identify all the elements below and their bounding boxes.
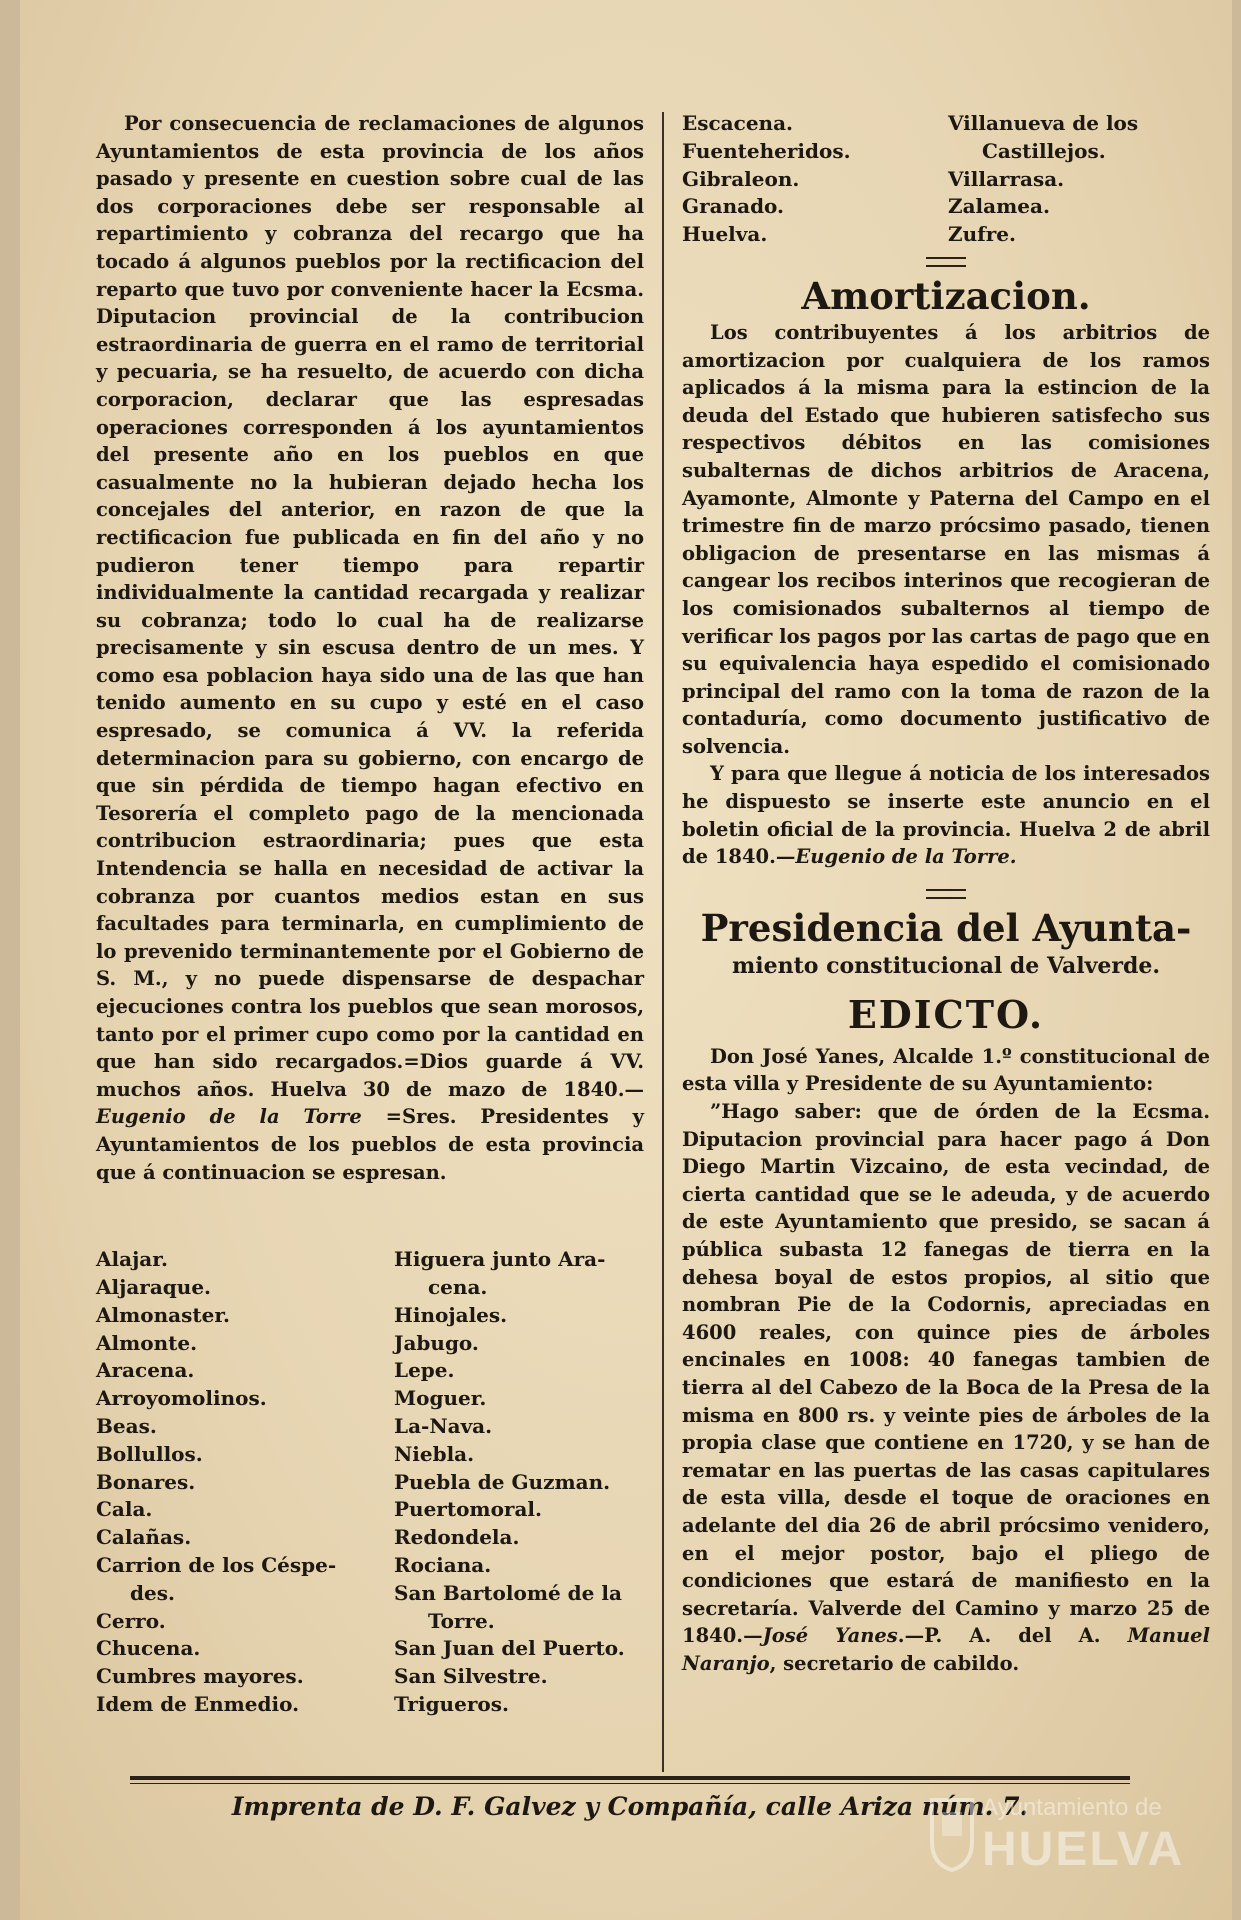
watermark-text-2: HUELVA [982,1823,1185,1876]
circular-paragraph: Por consecuencia de reclamaciones de algunos Ayuntamientos de esta provincia de los años pasado y presente en cuestion sobre cual de las dos corporaciones debe ser responsable al repartimiento y cobranza del recargo que ha tocado á algunos pueblos por la rectificacion del reparto que tuvo por conveniente hacer la Ecsma. Diputacion provincial de la contribucion estraordinaria de guerra en el ramo de territorial y pecuaria, se ha resuelto, de acuerdo con dicha corporacion, declarar que las espresadas operaciones corresponden á los ayuntamientos del presente año en los pueblos en que casualmente no la hubieran dejado hecha los concejales del anterior, en razon de que la rectificacion fue publicada en fin del año y no pudieron tener tiempo para repartir individualmente la cantidad recargada y realizar su cobranza; todo lo cual ha de realizarse precisamente y sin escusa dentro de un mes. Y como esa poblacion haya sido una de las que han tenido aumento en su cupo y esté en el caso espresado, se comunica á VV. la referida determinacion para su gobierno, con encargo de que sin pérdida de tiempo hagan efectivo en Tesorería el completo pago de la mencionada contribucion estraordinaria; pues que esta Intendencia se halla en necesidad de activar la cobranza por cuantos medios estan en sus facultades para terminarla, en cumplimiento de lo prevenido terminantemente por el Gobierno de S. M., y no puede dispensarse de despachar ejecuciones contra los pueblos que sean morosos, tanto por el primer cupo como por la cantidad en que han sido recargados.=Dios guarde á VV. muchos años. Huelva 30 de mazo de 1840.—Eugenio de la Torre =Sres. Presidentes y Ayuntamientos de los pueblos de esta provincia que á continuacion se espresan. [96,112,645,1184]
town-name: Niebla. [394,1441,475,1466]
town-name: Lepe. [394,1358,455,1383]
town-name: Huelva. [682,222,768,247]
town-name: San Bartolomé de la [394,1580,622,1605]
right-column [682,110,1210,1678]
towns-column-1 [96,1246,388,1719]
town-name: Aljaraque. [96,1274,212,1299]
signature-eugenio-2: Eugenio de la Torre. [795,845,1017,869]
signature-manuel-naranjo: Manuel Naranjo [682,1624,1210,1675]
section-separator [926,257,966,267]
town-name: Cerro. [96,1608,166,1633]
town-name: Granado. [682,194,785,219]
signature-jose-yanes: José Yanes [762,1624,898,1648]
town-name: Villanueva de los [948,111,1139,135]
town-name: Almonaster. [96,1302,231,1327]
town-name: Jabugo. [394,1330,479,1355]
column-divider [662,112,664,1772]
coat-of-arms-icon [928,1792,976,1872]
amortizacion-paragraph-1: Los contribuyentes á los arbitrios de amortizacion por cualquiera de los ramos aplicados á la misma para la estincion de la deuda del Estado que hubieren satisfecho sus respectivos débitos en las comisiones subalternas de dichos arbitrios de Aracena, Ayamonte, Almonte y Paterna del Campo en el trimestre fin de marzo prócsimo pasado, tienen obligacion de presentarse en las mismas á cangear los recibos interinos que recogieran de los comisionados subalternos al tiempo de verificar los pagos por las cartas de pago que en su equivalencia haya espedido el comisionado principal del ramo con la toma de razon de la contaduría, como documento justificativo de solvencia. [682,320,1210,758]
town-name: Aracena. [96,1358,195,1383]
town-name: Bollullos. [96,1441,203,1466]
section-separator-2 [926,889,966,899]
town-name: Escacena. [682,111,794,135]
town-name: Almonte. [96,1330,198,1355]
town-name: Villarrasa. [948,166,1065,191]
edicto-paragraph-1: Don José Yanes, Alcalde 1.º constitucional de esta villa y Presidente de su Ayuntamiento: [682,1044,1210,1096]
town-name: Beas. [96,1413,157,1438]
amortizacion-heading: Amortizacion. [801,273,1091,318]
newspaper-page [20,0,1232,1920]
towns-list-right [682,110,1210,249]
towns-column-3 [682,110,942,249]
town-name: Zufre. [948,222,1016,247]
town-name: Redondela. [394,1525,520,1550]
town-name: Higuera junto Ara- [394,1247,606,1272]
town-name: Torre. [428,1608,495,1633]
signature-eugenio: Eugenio de la Torre [96,1105,362,1129]
presidencia-subheading: miento constitucional de Valverde. [731,952,1161,979]
archive-watermark [920,1780,1220,1900]
town-name: Puertomoral. [394,1497,542,1522]
left-column [96,110,644,1719]
town-name: Cumbres mayores. [96,1664,304,1689]
town-name: San Juan del Puerto. [394,1636,625,1661]
town-name: cena. [428,1274,488,1299]
town-name: Trigueros. [394,1691,509,1716]
town-name: Gibraleon. [682,166,800,191]
amortizacion-paragraph-2: Y para que llegue á noticia de los interesados he dispuesto se inserte este anuncio en el boletin oficial de la provincia. Huelva 2 de abril de 1840.—Eugenio de la Torre. [682,762,1210,869]
town-name: Moguer. [394,1386,487,1411]
town-name: Chucena. [96,1636,201,1661]
town-name: des. [130,1580,175,1605]
edicto-heading: EDICTO. [847,991,1045,1037]
towns-column-4 [948,110,1210,249]
town-name: Hinojales. [394,1302,508,1327]
towns-column-2 [394,1246,644,1719]
town-name: Fuenteheridos. [682,138,851,163]
town-name: La-Nava. [394,1413,493,1438]
town-name: Zalamea. [948,194,1050,219]
town-name: Alajar. [96,1247,168,1272]
town-name: San Silvestre. [394,1664,548,1689]
town-name: Bonares. [96,1469,196,1494]
town-name: Puebla de Guzman. [394,1469,611,1494]
town-name: Rociana. [394,1552,492,1577]
town-name: Carrion de los Céspe- [96,1552,337,1577]
town-name: Calañas. [96,1525,192,1550]
imprint-line: Imprenta de D. F. Galvez y Compañía, calle Ariza núm. 7. [231,1792,1029,1821]
presidencia-heading: Presidencia del Ayunta- [700,905,1192,950]
town-name: Castillejos. [982,138,1106,163]
watermark-text-1: Ayuntamiento de [982,1794,1162,1821]
town-name: Idem de Enmedio. [96,1691,300,1716]
edicto-paragraph-2: ”Hago saber: que de órden de la Ecsma. Diputacion provincial para hacer pago á Don Diego Martin Vizcaino, de esta vecindad, de cierta cantidad que se le adeuda, y de acuerdo de este Ayuntamiento que presido, se sacan á pública subasta 12 fanegas de tierra en la dehesa boyal de estos propios, al sitio que nombran Pie de la Codornis, apreciadas en 4600 reales, con quince pies de árboles encinales en 1008: 40 fanegas tambien de tierra al del Cabezo de la Boca de la Presa de la misma en 800 rs. y veinte pies de árboles de la propia clase que contiene en 1720, y se han de rematar en las puertas de las casas capitulares de esta villa, desde el toque de oraciones en adelante del dia 26 de abril prócsimo venidero, en el mejor postor, bajo el pliego de condiciones que estará de manifiesto en la secretaría. Valverde del Camino y marzo 25 de 1840.—José Yanes.—P. A. del A. Manuel Naranjo, secretario de cabildo. [682,1100,1210,1675]
town-name: Arroyomolinos. [96,1386,267,1411]
town-name: Cala. [96,1497,153,1522]
towns-list-left [96,1246,644,1719]
